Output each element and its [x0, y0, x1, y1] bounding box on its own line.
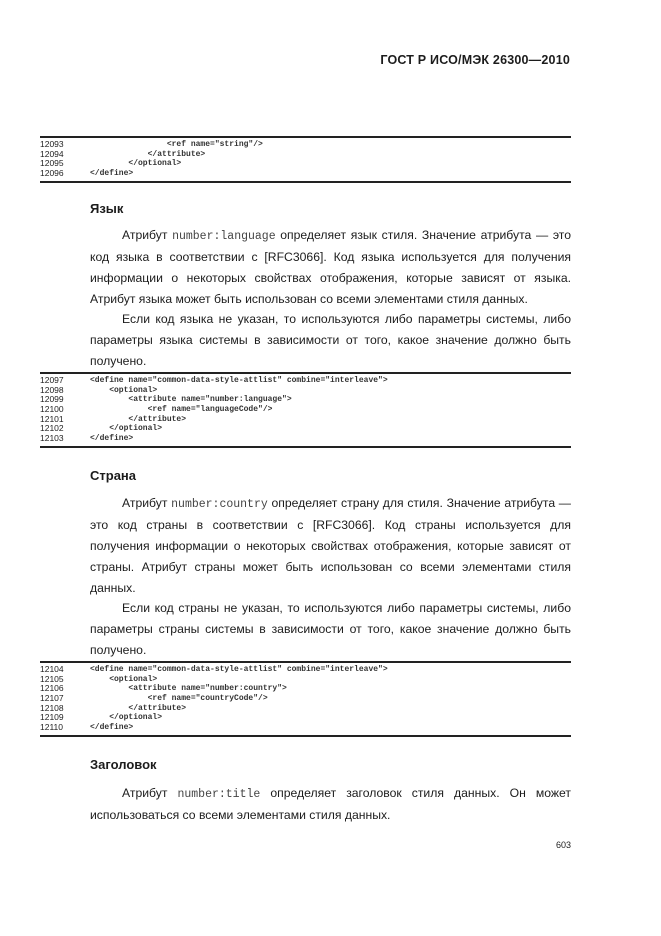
code-line: 12110 </define>	[40, 722, 134, 733]
code-line: 12109 </optional>	[40, 712, 163, 723]
code-line: 12105 <optional>	[40, 673, 158, 684]
code-line: 12099 <attribute name="number:language">	[40, 394, 292, 405]
section-heading-country: Страна	[90, 468, 137, 483]
code-block-1	[40, 136, 571, 183]
document-header: ГОСТ Р ИСО/МЭК 26300—2010	[380, 53, 570, 67]
code-line: 12097 <define name="common-data-style-attlist" combine="interleave">	[40, 375, 388, 385]
attribute-code: number:country	[171, 498, 268, 511]
paragraph-title-1: Атрибут number:title определяет заголовок стиля данных. Он может использоваться со всеми элементами стиля данных.	[90, 786, 571, 822]
code-line: 12096 </define>	[40, 168, 134, 179]
code-line: 12101 </attribute>	[40, 413, 187, 424]
paragraph-country-2: Если код страны не указан, то используются либо параметры системы, либо параметры страны системы в зависимости от того, какое значение должно быть получено.	[90, 601, 571, 657]
code-block-3	[40, 661, 571, 737]
code-rule-bottom	[40, 446, 571, 448]
code-line: 12104 <define name="common-data-style-attlist" combine="interleave">	[40, 664, 388, 674]
code-line: 12100 <ref name="languageCode"/>	[40, 404, 273, 415]
code-line: 12102 </optional>	[40, 423, 163, 434]
code-rule-bottom	[40, 181, 571, 183]
code-block-2	[40, 372, 571, 448]
section-heading-language: Язык	[90, 201, 124, 216]
code-line: 12098 <optional>	[40, 384, 158, 395]
paragraph-language-2: Если код языка не указан, то используются либо параметры системы, либо параметры языка системы в зависимости от того, какое значение должно быть получено.	[90, 312, 571, 368]
attribute-code: number:language	[172, 230, 276, 243]
code-line: 12108 </attribute>	[40, 702, 187, 713]
code-rule-bottom	[40, 735, 571, 737]
attribute-code: number:title	[177, 788, 261, 801]
paragraph-language-1: Атрибут number:language определяет язык стиля. Значение атрибута — это код языка в соответствии с [RFC3066]. Код языка используется для получения информации о некоторых свойствах отображения, которые зависят от языка. Атрибут языка может быть использован со всеми элементами стиля данных.	[90, 228, 571, 306]
page-number: 603	[555, 840, 571, 850]
section-heading-title: Заголовок	[90, 757, 157, 772]
code-line: 12093 <ref name="string"/>	[40, 139, 263, 149]
code-line: 12103 </define>	[40, 433, 134, 444]
code-line: 12095 </optional>	[40, 158, 182, 169]
paragraph-country-1: Атрибут number:country определяет страну для стиля. Значение атрибута — это код страны в соответствии с [RFC3066]. Код страны используется для получения информации о некоторых свойствах отображения, которые зависят от страны. Атрибут страны может быть использован со всеми элементами стиля данных.	[90, 496, 571, 595]
code-line: 12107 <ref name="countryCode"/>	[40, 693, 268, 704]
code-line: 12094 </attribute>	[40, 148, 206, 159]
code-line: 12106 <attribute name="number:country">	[40, 683, 287, 694]
